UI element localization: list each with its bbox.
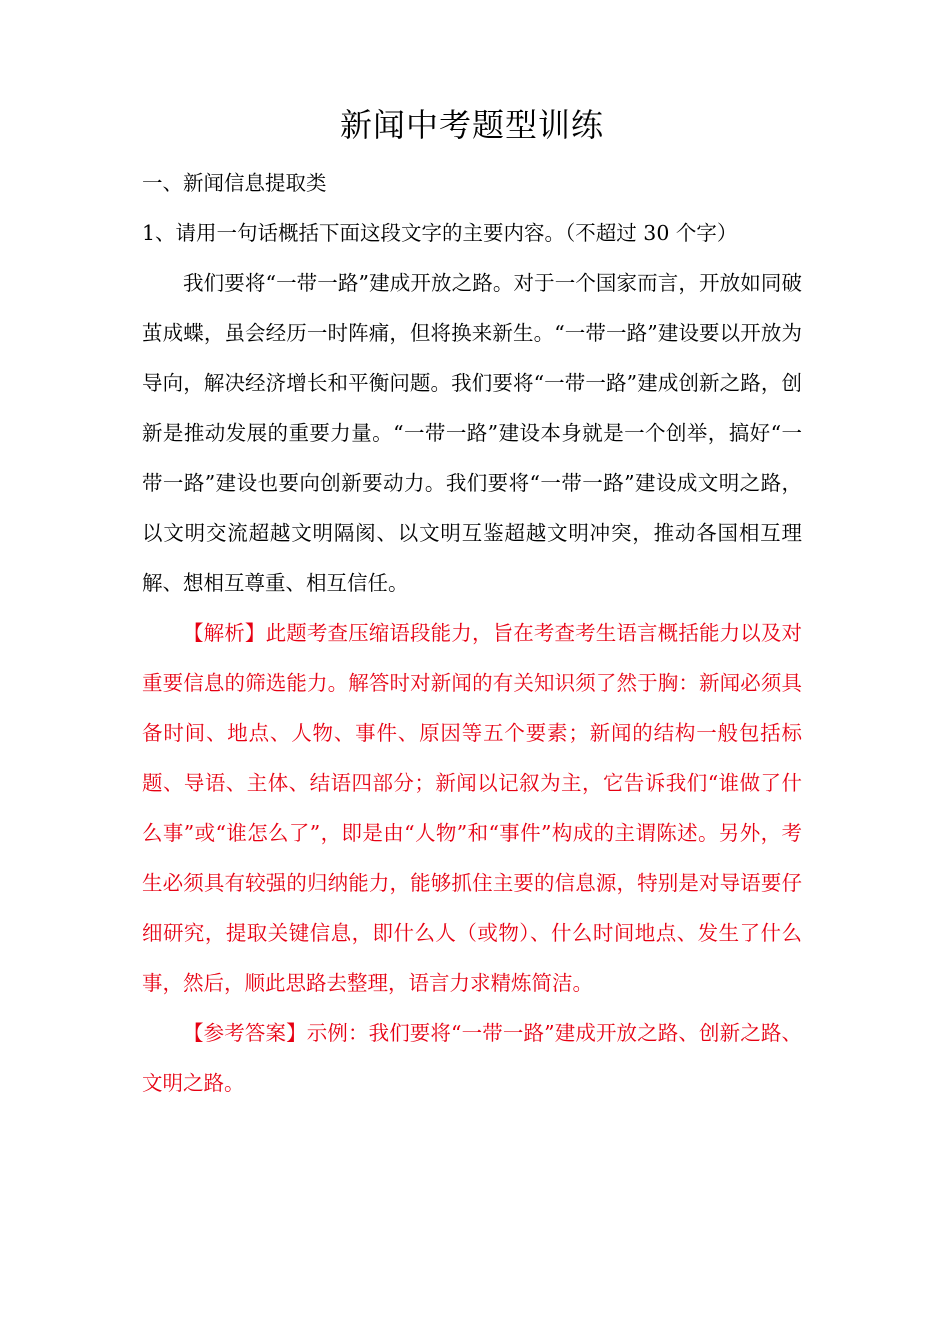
analysis-paragraph: [142, 608, 802, 1008]
analysis-text: 此题考查压缩语段能力，旨在考查考生语言概括能力以及对重要信息的筛选能力。解答时对新闻的有关知识须了然于胸：新闻必须具备时间、地点、人物、事件、原因等五个要素；新闻的结构一般包括标题、导语、主体、结语四部分；新闻以记叙为主，它告诉我们“谁做了什么事”或“谁怎么了”，即是由“人物”和“事件”构成的主谓陈述。另外，考生必须具有较强的归纳能力，能够抓住主要的信息源，特别是对导语要仔细研究，提取关键信息，即什么人（或物）、什么时间地点、发生了什么事，然后，顺此思路去整理，语言力求精炼简洁。: [142, 621, 803, 995]
document-page: [142, 98, 802, 1108]
answer-text: 示例：我们要将“一带一路”建成开放之路、创新之路、文明之路。: [142, 1021, 803, 1095]
passage-paragraph: 我们要将“一带一路”建成开放之路。对于一个国家而言，开放如同破茧成蝶，虽会经历一时阵痛，但将换来新生。“一带一路”建设要以开放为导向，解决经济增长和平衡问题。我们要将“一带一路”建成创新之路，创新是推动发展的重要力量。“一带一路”建设本身就是一个创举，搞好“一带一路”建设也要向创新要动力。我们要将“一带一路”建设成文明之路，以文明交流超越文明隔阂、以文明互鉴超越文明冲突，推动各国相互理解、想相互尊重、相互信任。: [142, 271, 802, 595]
answer-label: 【参考答案】: [183, 1021, 307, 1045]
section-heading: 一、新闻信息提取类: [142, 171, 327, 195]
answer-paragraph: [142, 1008, 802, 1108]
document-title: 新闻中考题型训练: [339, 106, 604, 144]
analysis-label: 【解析】: [183, 621, 266, 645]
question-text: 1、请用一句话概括下面这段文字的主要内容。（不超过 30 个字）: [142, 221, 738, 245]
